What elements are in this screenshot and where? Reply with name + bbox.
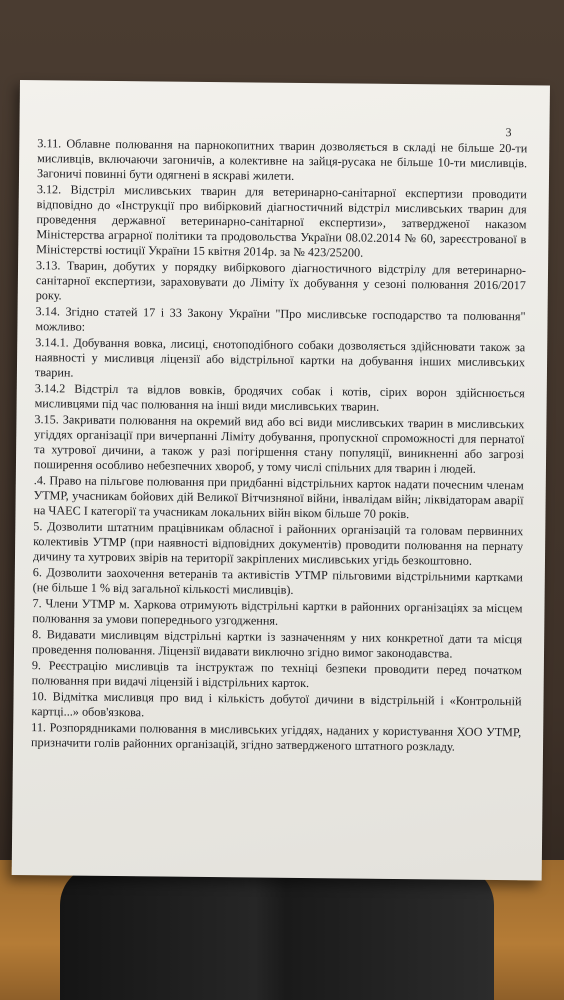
paragraph-9: 9. Реєстрацію мисливців та інструктаж по техніці безпеки проводити перед початком полювання при видачі ліцензій і відстрільних карток. <box>31 658 522 691</box>
person-legs <box>60 865 494 1000</box>
paragraph-8: 8. Видавати мисливцям відстрільні картки із зазначенням у них конкретної дати та місця проведення полювання. Ліцензії видавати виключно згідно вимог законодавства. <box>31 627 523 661</box>
paragraph-6: 6. Дозволити заохочення ветеранів та активістів УТМР пільговими відстрільними картками (не більше 1 % від загальної кількості мисливців). <box>32 565 523 597</box>
paragraph-10: 10. Відмітка мисливця про вид і кількість добутої дичини в відстрільній і «Контрольній картці...» обов'язкова. <box>31 689 522 720</box>
paragraph-3-11: 3.11. Облавне полювання на парнокопитних тварин дозволяється в складі не більше 20-ти мисливців, включаючи загоничів, а колективне на зайця-русака не більше 10-ти мисливців. Загоничі повинні бути одягнені в яскраві жилети. <box>36 136 528 183</box>
page-number: 3 <box>505 125 512 140</box>
paragraph-3-13: 3.13. Тварин, добутих у порядку вибіркового діагностичного відстрілу для ветеринарно-санітарної експертизи, зараховувати до Ліміту їх добування у сезоні полювання 2016/2017 року. <box>35 258 527 303</box>
paragraph-3-14-2: 3.14.2 Відстріл та відлов вовків, бродячих собак і котів, сірих ворон здійснюється мисливцями під час полювання на інші види мисливських тварин. <box>34 381 525 414</box>
paragraph-7: 7. Члени УТМР м. Харкова отримують відстрільні картки в районних організаціях за місцем полювання за умови попереднього узгодження. <box>32 596 523 628</box>
paragraph-4: .4. Право на пільгове полювання при придбанні відстрільних карток надати почесним членам УТМР, учасникам бойових дій Великої Вітчизняної війни, інвалідам війн; ліквідаторам аварії на ЧАЕС I категорії та учасникам локальних війн віком більше 70 років. <box>33 473 524 522</box>
paragraph-3-14: 3.14. Згідно статей 17 і 33 Закону України "Про мисливське господарство та полювання" можливо: <box>35 304 526 334</box>
paragraph-3-15: 3.15. Закривати полювання на окремий вид або всі види мисливських тварин в мисливських угіддях організації при вичерпанні Ліміту добування, пропускної спроможності для пернатої та хутрової дичини, а також у разі погіршення стану популяції, виникненні або загрозі поширення особливо небезпечних хвороб, у тому числі спільних для тварин і людей. <box>33 412 525 476</box>
paragraph-11: 11. Розпорядниками полювання в мисливських угіддях, наданих у користування ХОО УТМР, призначити голів районних організацій, згідно затвердженого штатного розкладу. <box>30 720 522 754</box>
paragraph-3-14-1: 3.14.1. Добування вовка, лисиці, єнотоподібного собаки дозволяється здійснювати також за наявності у мисливця ліцензії або відстрільної картки на добування інших мисливських тварин. <box>34 335 526 380</box>
document-body <box>31 136 527 756</box>
document-page <box>12 80 550 881</box>
paragraph-3-12: 3.12. Відстріл мисливських тварин для ветеринарно-санітарної експертизи проводити відповідно до «Інструкції про вибірковий діагностичний відстріл мисливських тварин для проведення державної ветеринарно-санітарної експертизи», затвердженої наказом Міністерства аграрної політики та продовольства України 08.02.2014 № 60, зареєстрованої в Міністерстві юстиції України 15 квітня 2014р. за № 423/25200. <box>36 182 527 260</box>
paragraph-5: 5. Дозволити штатним працівникам обласної і районних організацій та головам первинних колективів УТМР (при наявності відповідних документів) проводити полювання на пернату дичину та хутрових звірів на території закріплених мисливських угідь безкоштовно. <box>32 519 524 568</box>
